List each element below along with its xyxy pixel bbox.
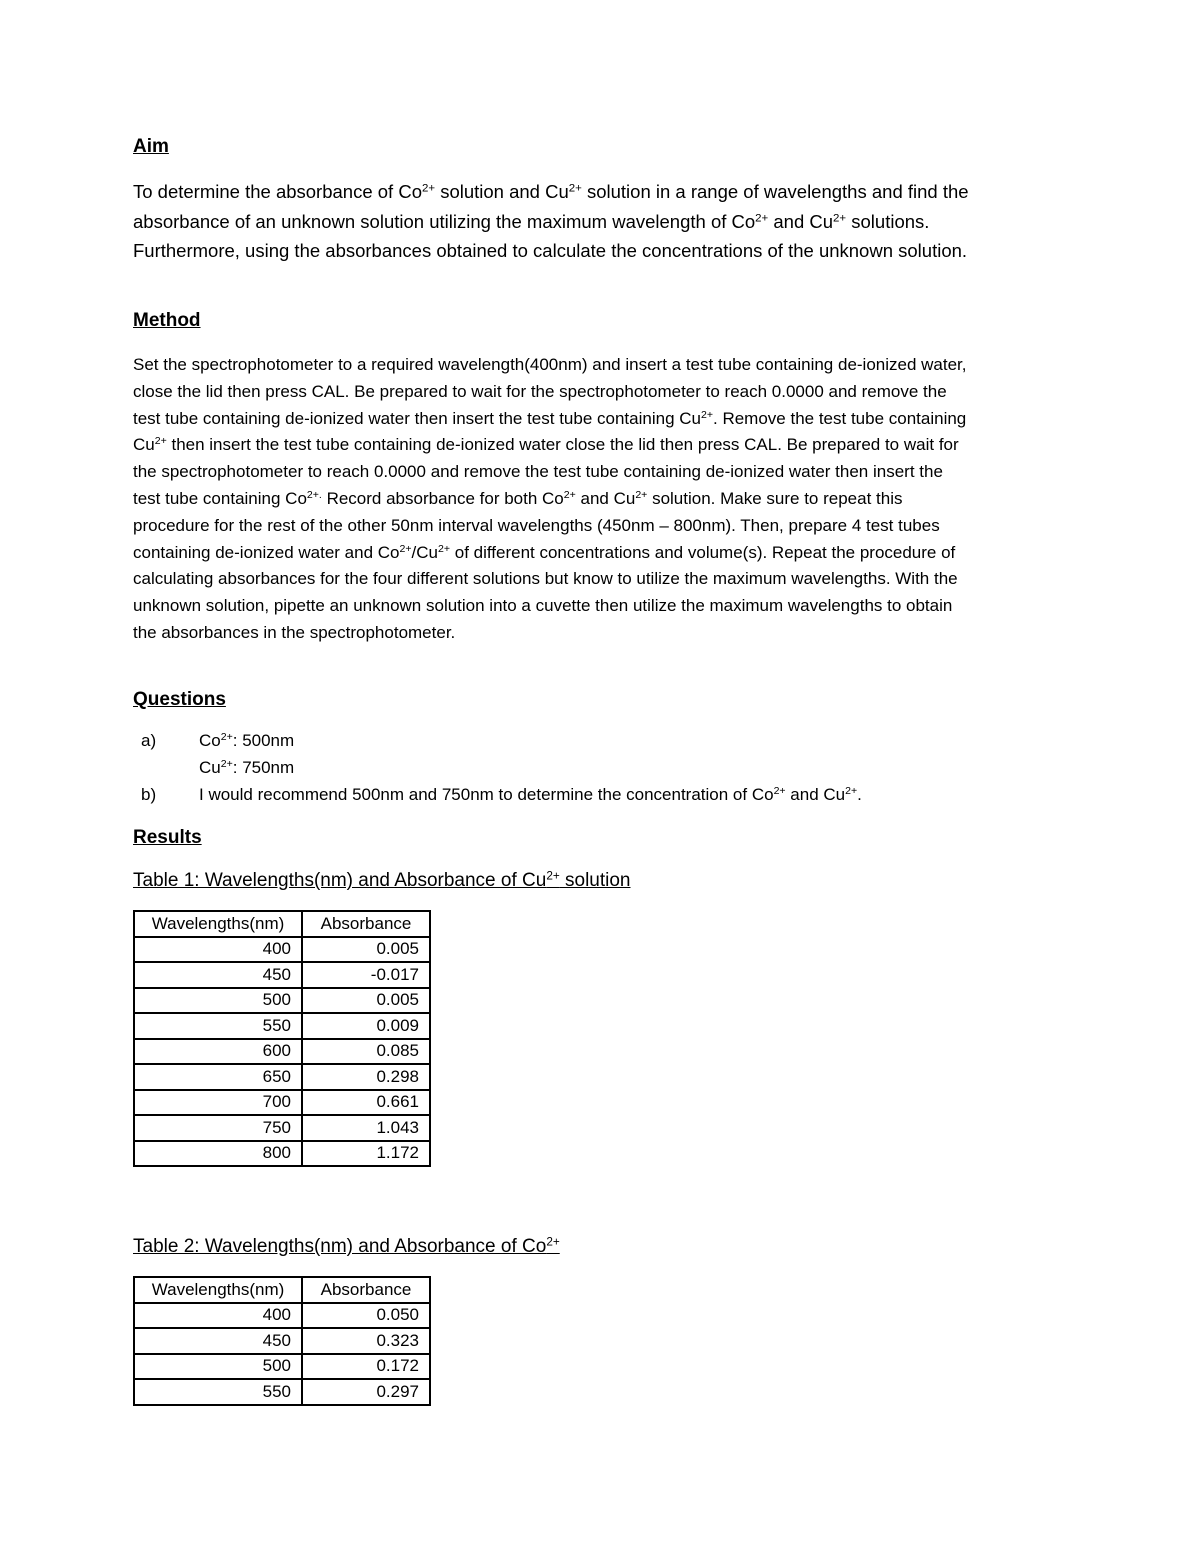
absorbance-cell: 0.050 [302, 1303, 430, 1329]
absorbance-cell: 0.085 [302, 1039, 430, 1065]
table-row [134, 1013, 430, 1039]
wavelength-cell: 400 [134, 937, 302, 963]
wavelength-cell: 500 [134, 1354, 302, 1380]
question-b-marker: b) [141, 784, 157, 804]
column-header-absorbance: Absorbance [302, 1277, 430, 1303]
absorbance-cell: 0.323 [302, 1328, 430, 1354]
table-header-row [134, 1277, 430, 1303]
table-row [134, 1039, 430, 1065]
wavelength-cell: 800 [134, 1141, 302, 1167]
absorbance-cell: 0.005 [302, 937, 430, 963]
wavelength-cell: 550 [134, 1013, 302, 1039]
absorbance-cell: 0.172 [302, 1354, 430, 1380]
table-row [134, 937, 430, 963]
table-row [134, 1064, 430, 1090]
question-a-marker: a) [141, 731, 157, 750]
wavelength-cell: 750 [134, 1115, 302, 1141]
absorbance-cell: 0.298 [302, 1064, 430, 1090]
column-header-wavelength: Wavelengths(nm) [134, 1277, 302, 1303]
wavelength-cell: 450 [134, 962, 302, 988]
table-row [134, 1141, 430, 1167]
wavelength-cell: 400 [134, 1303, 302, 1329]
column-header-wavelength: Wavelengths(nm) [134, 911, 302, 937]
wavelength-cell: 600 [134, 1039, 302, 1065]
absorbance-cell: 0.009 [302, 1013, 430, 1039]
questions-list [133, 728, 973, 808]
questions-heading: Questions [133, 689, 226, 710]
wavelength-cell: 700 [134, 1090, 302, 1116]
table-row [134, 962, 430, 988]
results-heading: Results [133, 827, 202, 848]
table-row [134, 1303, 430, 1329]
table-2-block [133, 1236, 560, 1406]
absorbance-cell: 0.005 [302, 988, 430, 1014]
absorbance-cell: -0.017 [302, 962, 430, 988]
table-header-row [134, 911, 430, 937]
table-2-caption: Table 2: Wavelengths(nm) and Absorbance of $Co^{2+}$ [133, 1235, 560, 1257]
wavelength-cell: 650 [134, 1064, 302, 1090]
wavelength-cell: 550 [134, 1379, 302, 1405]
table-row [134, 1328, 430, 1354]
table-row [134, 1379, 430, 1405]
question-a [133, 728, 973, 782]
table-row [134, 1115, 430, 1141]
question-a-line-1: $Co^{2+}$: 500nm [199, 731, 295, 750]
absorbance-cell: 1.172 [302, 1141, 430, 1167]
table-row [134, 1090, 430, 1116]
table-1-caption: Table 1: Wavelengths(nm) and Absorbance of $Cu^{2+}$ solution [133, 869, 631, 891]
absorbance-cell: 0.297 [302, 1379, 430, 1405]
question-a-line-2: $Cu^{2+}$: 750nm [199, 757, 295, 777]
method-heading: Method [133, 310, 201, 331]
wavelength-cell: 500 [134, 988, 302, 1014]
absorbance-cell: 1.043 [302, 1115, 430, 1141]
table-row [134, 988, 430, 1014]
column-header-absorbance: Absorbance [302, 911, 430, 937]
table-1-block [133, 870, 631, 1167]
aim-paragraph: To determine the absorbance of $Co^{2+}$ solution and $Cu^{2+}$ solution in a range of wavelengths and find the absorbance of an unknown solution utilizing the maximum wavelength of $Co^{2+}$ and $Cu^{2+}$ solutions. Furthermore, using the absorbances obtained to calculate the concentrations of the unknown solution. [133, 181, 969, 261]
question-b [133, 782, 973, 809]
question-b-text: I would recommend 500nm and 750nm to determine the concentration of $Co^{2+}$ and $Cu^{2+}$. [199, 784, 862, 804]
absorbance-cell: 0.661 [302, 1090, 430, 1116]
method-paragraph: Set the spectrophotometer to a required wavelength(400nm) and insert a test tube containing de-ionized water, close the lid then press CAL. Be prepared to wait for the spectrophotometer to reach 0.0000 and remove the test tube containing de-ionized water then insert the test tube containing $Cu^{2+}$. Remove the test tube containing $Cu^{2+}$ then insert the test tube containing de-ionized water close the lid then press CAL. Be prepared to wait for the spectrophotometer to reach 0.0000 and remove the test tube containing de-ionized water then insert the test tube containing $Co^{2+.}$ Record absorbance for both $Co^{2+}$ and $Cu^{2+}$ solution. Make sure to repeat this procedure for the rest of the other 50nm interval wavelengths (450nm – 800nm). Then, prepare 4 test tubes containing de-ionized water and $Co^{2+}/Cu^{2+}$ of different concentrations and volume(s). Repeat the procedure of calculating absorbances for the four different solutions but know to utilize the maximum wavelengths. With the unknown solution, pipette an unknown solution into a cuvette then utilize the maximum wavelengths to obtain the absorbances in the spectrophotometer. [133, 355, 967, 642]
table-1 [133, 910, 431, 1167]
table-row [134, 1354, 430, 1380]
table-2 [133, 1276, 431, 1406]
wavelength-cell: 450 [134, 1328, 302, 1354]
aim-heading: Aim [133, 136, 169, 157]
